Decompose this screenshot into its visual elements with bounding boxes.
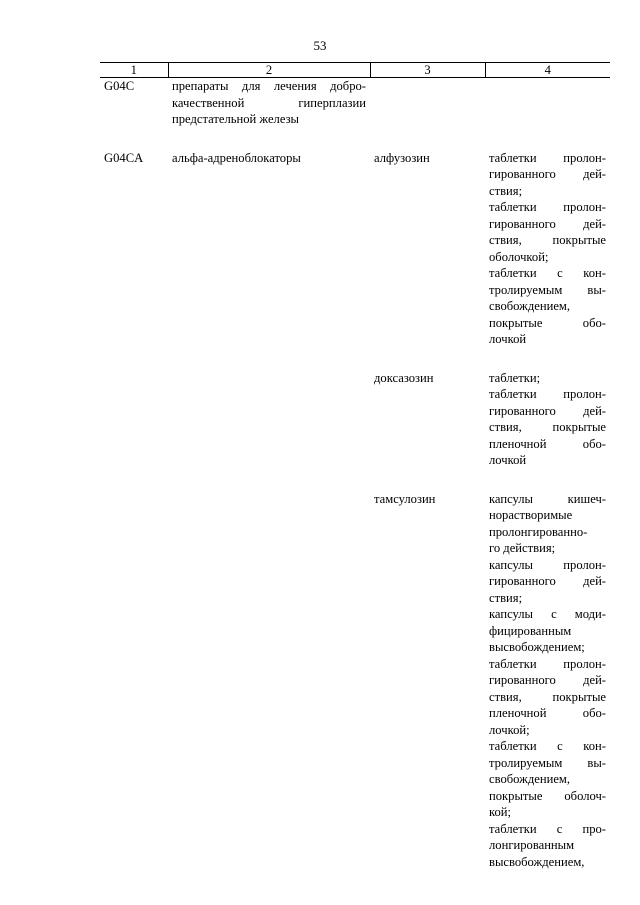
column-header-2: 2	[168, 63, 370, 78]
dosage-form-line: норастворимые	[489, 508, 573, 522]
table-row	[100, 491, 610, 871]
group-name-cell	[168, 370, 370, 469]
column-header-1: 1	[100, 63, 168, 78]
dosage-form-line: таблетки с про-	[489, 821, 606, 836]
dosage-form-line: го действия;	[489, 541, 556, 555]
atc-code-cell	[100, 370, 168, 469]
dosage-form-line: капсулы пролон-	[489, 557, 606, 572]
row-spacer-cell	[100, 128, 610, 150]
table-row	[100, 370, 610, 469]
column-header-3: 3	[370, 63, 485, 78]
dosage-form-line: лонгированным	[489, 838, 575, 852]
row-spacer	[100, 469, 610, 491]
group-name-line: альфа-адреноблокаторы	[172, 150, 301, 165]
dosage-form-line: лочкой	[489, 332, 527, 346]
atc-code-cell: G04C	[104, 79, 135, 93]
dosage-form-line: таблетки;	[489, 370, 541, 385]
row-spacer-cell	[100, 469, 610, 491]
dosage-form-line: пролонгированно-	[489, 524, 588, 539]
dosage-form-line: ствия, покрытые	[489, 420, 606, 434]
drug-name-cell: тамсулозин	[374, 491, 436, 506]
atc-code-cell: G04CA	[104, 150, 144, 165]
table-header	[100, 63, 610, 78]
dosage-form-line: свобождением,	[489, 299, 571, 313]
dosage-form-line: гированного дей-	[489, 216, 606, 231]
dosage-form-line: тролируемым вы-	[489, 755, 606, 770]
row-spacer	[100, 348, 610, 370]
dosage-form-line: оболочкой;	[489, 249, 549, 264]
dosage-form-line: капсулы с моди-	[489, 607, 606, 621]
group-name-cell	[168, 150, 370, 348]
dosage-form-line: пленочной обо-	[489, 706, 606, 720]
dosage-form-line: ствия, покрытые	[489, 689, 606, 704]
table-body	[100, 78, 610, 871]
group-name-cell	[168, 491, 370, 871]
group-name-line: качественной гиперплазии	[172, 95, 366, 110]
dosage-forms-cell	[485, 150, 610, 348]
dosage-form-line: таблетки с кон-	[489, 266, 606, 280]
dosage-form-line: ствия;	[489, 183, 523, 198]
dosage-forms-cell	[485, 78, 610, 128]
dosage-form-line: покрытые обо-	[489, 315, 606, 330]
row-spacer	[100, 128, 610, 150]
dosage-form-line: лочкой	[489, 453, 527, 467]
column-header-4: 4	[485, 63, 610, 78]
drug-name-cell: доксазозин	[374, 370, 434, 385]
dosage-form-line: свобождением,	[489, 772, 571, 786]
dosage-form-line: таблетки пролон-	[489, 387, 606, 401]
dosage-form-line: кой;	[489, 805, 512, 819]
dosage-forms-cell	[485, 370, 610, 469]
dosage-form-line: ствия, покрытые	[489, 233, 606, 247]
dosage-form-line: фицированным	[489, 623, 572, 638]
group-name-cell	[168, 78, 370, 128]
dosage-form-line: высвобождением,	[489, 854, 585, 869]
dosage-form-line: ствия;	[489, 590, 523, 605]
drug-name-cell: алфузозин	[374, 150, 430, 165]
dosage-form-line: лочкой;	[489, 722, 530, 737]
group-name-line: предстательной железы	[172, 112, 300, 126]
drug-name-cell	[370, 78, 485, 128]
dosage-form-line: таблетки пролон-	[489, 656, 606, 671]
dosage-form-line: высвобождением;	[489, 640, 585, 654]
dosage-form-line: пленочной обо-	[489, 436, 606, 451]
page-number: 53	[313, 38, 327, 53]
dosage-form-line: таблетки с кон-	[489, 739, 606, 753]
dosage-form-line: покрытые оболоч-	[489, 788, 606, 803]
dosage-form-line: тролируемым вы-	[489, 282, 606, 297]
dosage-form-line: капсулы кишеч-	[489, 491, 606, 506]
group-name-line: препараты для лечения добро-	[172, 79, 366, 93]
atc-code-cell	[100, 491, 168, 871]
row-spacer-cell	[100, 348, 610, 370]
table-row	[100, 78, 610, 128]
drug-table	[100, 62, 610, 870]
dosage-form-line: гированного дей-	[489, 167, 606, 181]
dosage-form-line: таблетки пролон-	[489, 150, 606, 165]
dosage-forms-cell	[485, 491, 610, 871]
table-row	[100, 150, 610, 348]
dosage-form-line: гированного дей-	[489, 673, 606, 687]
dosage-form-line: гированного дей-	[489, 574, 606, 588]
dosage-form-line: гированного дей-	[489, 403, 606, 418]
dosage-form-line: таблетки пролон-	[489, 200, 606, 214]
